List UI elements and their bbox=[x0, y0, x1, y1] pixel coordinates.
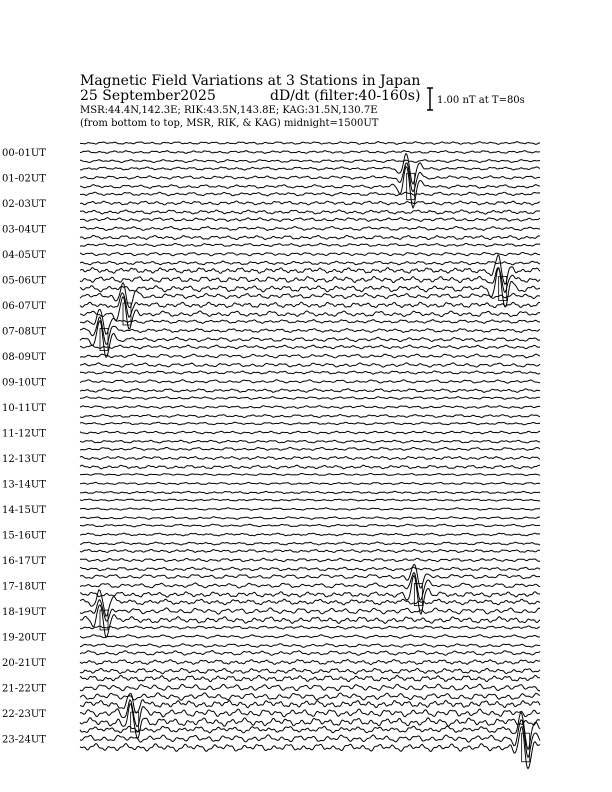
station-coordinates: MSR:44.4N,142.3E; RIK:43.5N,143.8E; KAG:31.5N,130.7E bbox=[80, 105, 378, 116]
station-trace bbox=[80, 354, 540, 358]
hour-label: 05-06UT bbox=[2, 275, 46, 287]
station-trace bbox=[80, 635, 540, 638]
hour-label: 17-18UT bbox=[2, 581, 46, 593]
station-trace bbox=[80, 380, 540, 383]
hour-label: 12-13UT bbox=[2, 454, 46, 465]
hour-label: 10-11UT bbox=[2, 403, 46, 414]
station-trace bbox=[80, 704, 540, 739]
station-trace bbox=[80, 567, 540, 571]
station-trace bbox=[80, 474, 540, 476]
station-trace bbox=[80, 575, 540, 614]
scale-bar bbox=[427, 88, 525, 110]
station-trace bbox=[80, 644, 540, 648]
hour-label: 19-20UT bbox=[2, 632, 46, 644]
station-trace bbox=[80, 524, 540, 527]
station-trace bbox=[80, 456, 540, 459]
station-trace bbox=[80, 397, 540, 400]
station-trace bbox=[80, 440, 540, 443]
scale-bar-label: 1.00 nT at T=80s bbox=[437, 95, 525, 106]
station-trace bbox=[80, 431, 540, 433]
station-trace bbox=[80, 660, 540, 665]
station-trace bbox=[80, 684, 540, 691]
hour-label: 16-17UT bbox=[2, 556, 46, 567]
station-trace bbox=[80, 668, 540, 673]
hour-label: 22-23UT bbox=[2, 709, 46, 720]
hour-label: 08-09UT bbox=[2, 352, 46, 363]
station-trace bbox=[80, 508, 540, 510]
hour-label: 02-03UT bbox=[2, 199, 46, 210]
station-trace bbox=[80, 422, 540, 425]
station-trace bbox=[80, 542, 540, 545]
hour-labels bbox=[2, 148, 46, 746]
chart-mode: dD/dt (filter:40-160s) bbox=[270, 88, 421, 104]
station-trace bbox=[80, 517, 540, 519]
station-trace bbox=[80, 415, 540, 418]
station-trace bbox=[80, 345, 540, 349]
hour-label: 09-10UT bbox=[2, 377, 46, 389]
station-trace bbox=[80, 626, 540, 629]
hour-label: 13-14UT bbox=[2, 479, 46, 491]
station-trace bbox=[80, 192, 540, 196]
station-trace bbox=[80, 235, 540, 239]
chart-date: 25 September2025 bbox=[80, 88, 216, 104]
station-trace bbox=[80, 693, 540, 700]
hour-label: 21-22UT bbox=[2, 683, 46, 695]
station-trace bbox=[80, 297, 540, 329]
station-trace bbox=[80, 712, 540, 749]
station-trace bbox=[80, 720, 540, 757]
station-trace bbox=[80, 605, 540, 638]
hour-label: 00-01UT bbox=[2, 148, 46, 159]
station-trace bbox=[80, 465, 540, 469]
hour-label: 15-16UT bbox=[2, 530, 46, 542]
station-trace bbox=[80, 406, 540, 409]
station-trace bbox=[80, 218, 540, 222]
station-trace bbox=[80, 675, 540, 681]
hour-label: 14-15UT bbox=[2, 505, 46, 516]
station-trace bbox=[80, 210, 540, 214]
station-trace bbox=[80, 268, 540, 307]
hour-label: 20-21UT bbox=[2, 658, 46, 669]
station-trace bbox=[80, 160, 540, 163]
station-trace bbox=[80, 482, 540, 484]
station-trace bbox=[80, 321, 540, 358]
station-trace bbox=[80, 371, 540, 374]
station-trace bbox=[80, 499, 540, 501]
station-trace bbox=[80, 491, 540, 493]
station-trace bbox=[80, 549, 540, 552]
station-trace bbox=[80, 389, 540, 393]
station-trace bbox=[80, 261, 540, 265]
station-trace bbox=[80, 201, 540, 205]
station-trace bbox=[80, 151, 540, 154]
chart-title: Magnetic Field Variations at 3 Stations in Japan bbox=[80, 73, 421, 89]
station-trace bbox=[80, 142, 540, 145]
hour-label: 11-12UT bbox=[2, 428, 46, 440]
station-trace bbox=[80, 447, 540, 450]
station-trace bbox=[80, 651, 540, 656]
station-trace bbox=[80, 243, 540, 246]
station-trace bbox=[80, 363, 540, 367]
hour-label: 06-07UT bbox=[2, 301, 46, 312]
station-trace bbox=[80, 283, 540, 308]
station-trace bbox=[80, 694, 540, 714]
station-trace bbox=[80, 533, 540, 536]
hour-label: 03-04UT bbox=[2, 224, 46, 236]
hour-label: 18-19UT bbox=[2, 607, 46, 618]
hour-label: 01-02UT bbox=[2, 173, 46, 185]
hour-label: 04-05UT bbox=[2, 250, 46, 261]
station-trace bbox=[80, 227, 540, 231]
station-trace bbox=[80, 727, 540, 769]
station-trace bbox=[80, 253, 540, 256]
hour-label: 23-24UT bbox=[2, 734, 46, 746]
station-trace bbox=[80, 558, 540, 561]
trace-area bbox=[80, 142, 540, 769]
hour-label: 07-08UT bbox=[2, 326, 46, 338]
station-order-note: (from bottom to top, MSR, RIK, & KAG) midnight=1500UT bbox=[80, 118, 379, 129]
